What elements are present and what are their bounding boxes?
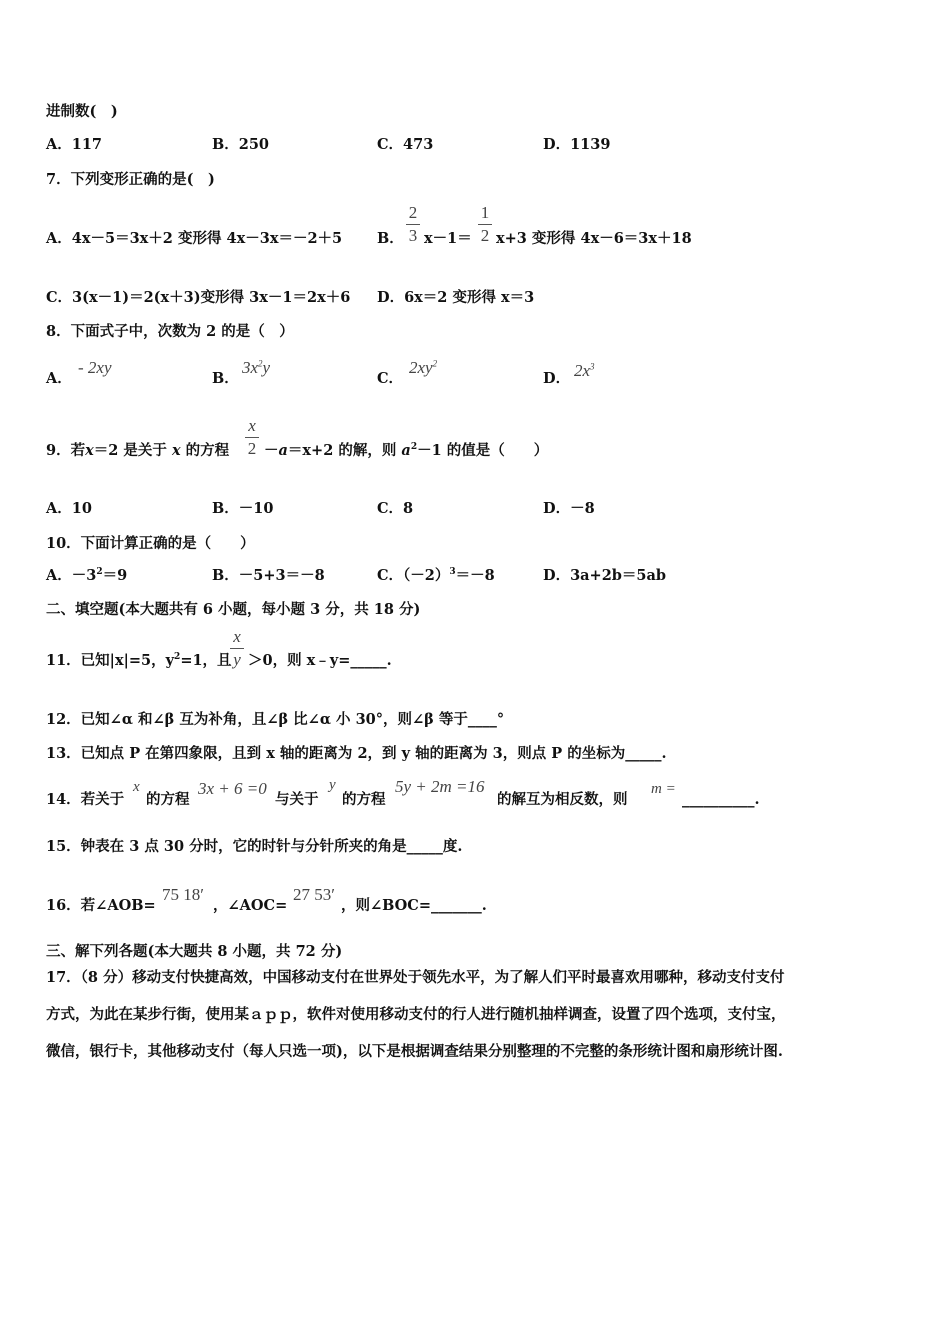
fraction-bar xyxy=(478,224,492,225)
q6-tail: 进制数( ) xyxy=(46,103,118,120)
q9-fraction xyxy=(245,417,259,458)
q14-p2: 的方程 xyxy=(146,791,190,808)
q8-option-b-expr xyxy=(242,358,270,378)
q9-a2-exp: 2 xyxy=(410,442,418,453)
q16-p1: 16．若∠AOB= xyxy=(46,897,156,914)
fraction-bar xyxy=(230,648,244,649)
q9-option-a: A．10 xyxy=(46,500,92,517)
q11-frac-den: y xyxy=(233,650,241,669)
q6-option-a: A．117 xyxy=(46,136,103,153)
q14-eq2: 5y + 2m =16 xyxy=(395,777,485,796)
section-3-title: 三、解下列各题(本大题共 8 小题，共 72 分) xyxy=(46,943,343,960)
q8-b-tail: y xyxy=(262,358,271,377)
q10-a-post: ＝9 xyxy=(102,567,128,584)
q9-a: a xyxy=(278,442,288,459)
q8-option-a-expr: - 2xy xyxy=(78,358,112,377)
q14-var-y: y xyxy=(329,777,336,793)
q7-b-frac2-num: 1 xyxy=(480,203,490,222)
q9-eq-tail: ＝x+2 的解，则 xyxy=(287,442,397,459)
q14-eq1: 3x + 6 =0 xyxy=(198,779,267,798)
q10-c-post: ＝－8 xyxy=(455,567,495,584)
q16-angle2: 27 53′ xyxy=(293,885,335,904)
q9-minus: － xyxy=(264,442,279,459)
q11-fraction xyxy=(230,628,244,669)
q11-mid: =1，且 xyxy=(180,652,232,669)
q7-option-a: A．4x－5＝3x＋2 变形得 4x－3x＝－2＋5 xyxy=(46,230,343,247)
q7-option-d: D．6x＝2 变形得 x＝3 xyxy=(377,289,535,306)
q10-a-pre: A．－3 xyxy=(46,567,97,584)
q7-option-b-tail: x+3 变形得 4x－6＝3x＋18 xyxy=(496,230,692,247)
q11-tail: ＞0，则 x﹣y=_____. xyxy=(248,652,392,669)
q8-option-b-label: B． xyxy=(212,370,239,387)
q9-option-c: C．8 xyxy=(377,500,414,517)
q8-option-c-label: C． xyxy=(377,370,404,387)
q6-option-c: C．473 xyxy=(377,136,434,153)
q7-b-frac1-num: 2 xyxy=(408,203,418,222)
q9-eq3: 的方程 xyxy=(185,442,230,459)
q8-option-a-label: A． xyxy=(46,370,72,387)
q17-line-1: 17．（8 分）移动支付快捷高效，中国移动支付在世界处于领先水平，为了解人们平时最喜欢用哪种，移动支付支付 xyxy=(46,969,785,986)
q11-line xyxy=(46,651,232,671)
q16-p3: ，则∠BOC=_______. xyxy=(341,897,487,914)
q7-b-frac1-den: 3 xyxy=(408,226,418,245)
q15-text: 15．钟表在 3 点 30 分时，它的时针与分针所夹的角是_____度. xyxy=(46,838,463,855)
q14-var-x: x xyxy=(133,779,140,795)
q8-option-d-label: D． xyxy=(543,370,571,387)
section-2-title: 二、填空题(本大题共有 6 小题，每小题 3 分，共 18 分) xyxy=(46,601,421,618)
q8-option-c-expr xyxy=(409,358,437,378)
q6-option-d: D．1139 xyxy=(543,136,611,153)
q10-c-exp: 3 xyxy=(449,567,456,578)
q8-d-exp: 3 xyxy=(590,361,595,372)
q14-p1: 14．若关于 xyxy=(46,791,125,808)
q17-line-2: 方式，为此在某步行街，使用某ａｐｐ，软件对使用移动支付的行人进行随机抽样调查，设置了四个选项，支付宝， xyxy=(46,1006,786,1023)
q7-b-fraction-1 xyxy=(406,204,420,245)
q13-text: 13．已知点 P 在第四象限，且到 x 轴的距离为 2，到 y 轴的距离为 3，则点 P 的坐标为_____. xyxy=(46,745,667,762)
q16-angle1: 75 18′ xyxy=(162,885,204,904)
q10-option-b: B．－5+3＝－8 xyxy=(212,567,325,584)
q12-text: 12．已知∠α 和∠β 互为补角，且∠β 比∠α 小 30°，则∠β 等于____° xyxy=(46,711,505,728)
q7-b-fraction-2 xyxy=(478,204,492,245)
q8-b-exp: 2 xyxy=(258,358,263,369)
q8-c-base: 2xy xyxy=(409,358,433,377)
q7-option-c: C．3(x－1)＝2(x＋3)变形得 3x－1＝2x＋6 xyxy=(46,289,351,306)
q9-frac-den: 2 xyxy=(247,439,257,458)
q9-tail: －1 的值是（ ） xyxy=(417,442,549,459)
q7-stem: 7．下列变形正确的是( ) xyxy=(46,171,215,188)
q9-option-b: B．－10 xyxy=(212,500,274,517)
q8-c-exp: 2 xyxy=(432,358,438,369)
q14-blank: __________. xyxy=(682,791,760,808)
q9-eq2: ＝2 是关于 xyxy=(93,442,167,459)
q11-frac-num: x xyxy=(233,627,241,646)
q9-a2: a xyxy=(401,442,411,459)
q9-x: x xyxy=(85,442,94,459)
q10-option-d: D．3a+2b＝5ab xyxy=(543,567,667,584)
q7-b-frac2-den: 2 xyxy=(480,226,490,245)
q16-p2: ，∠AOC= xyxy=(213,897,288,914)
q10-c-pre: C．（－2） xyxy=(377,567,450,584)
q11-prefix: 11．已知|x|=5，y xyxy=(46,652,175,669)
q10-a-exp: 2 xyxy=(96,567,103,578)
q7-option-b-mid: x－1＝ xyxy=(424,230,472,247)
q9-option-d: D．－8 xyxy=(543,500,595,517)
q10-option-c xyxy=(377,566,495,586)
q10-option-a xyxy=(46,566,127,586)
q9-prefix: 9．若 xyxy=(46,442,86,459)
q8-b-base: 3x xyxy=(242,358,259,377)
q9-line xyxy=(46,441,229,461)
q11-y-exp: 2 xyxy=(174,652,181,663)
q9-line-tail xyxy=(264,441,548,461)
q9-frac-num: x xyxy=(248,416,256,435)
fraction-bar xyxy=(245,437,259,438)
q6-option-b: B．250 xyxy=(212,136,270,153)
q7-option-b-prefix: B． xyxy=(377,230,404,247)
q14-p4: 的方程 xyxy=(342,791,386,808)
fraction-bar xyxy=(406,224,420,225)
q9-x2: x xyxy=(171,442,181,459)
q14-p3: 与关于 xyxy=(275,791,319,808)
q8-d-base: 2x xyxy=(574,361,591,380)
q10-stem: 10．下面计算正确的是（ ） xyxy=(46,535,255,552)
q14-p5: 的解互为相反数，则 xyxy=(497,791,628,808)
q14-m-eq: m = xyxy=(651,781,676,797)
q8-option-d-expr xyxy=(574,361,595,381)
q8-stem: 8．下面式子中，次数为 2 的是（ ） xyxy=(46,323,294,340)
q17-line-3: 微信，银行卡，其他移动支付（每人只选一项)，以下是根据调查结果分别整理的不完整的条形统计图和扇形统计图. xyxy=(46,1043,783,1060)
